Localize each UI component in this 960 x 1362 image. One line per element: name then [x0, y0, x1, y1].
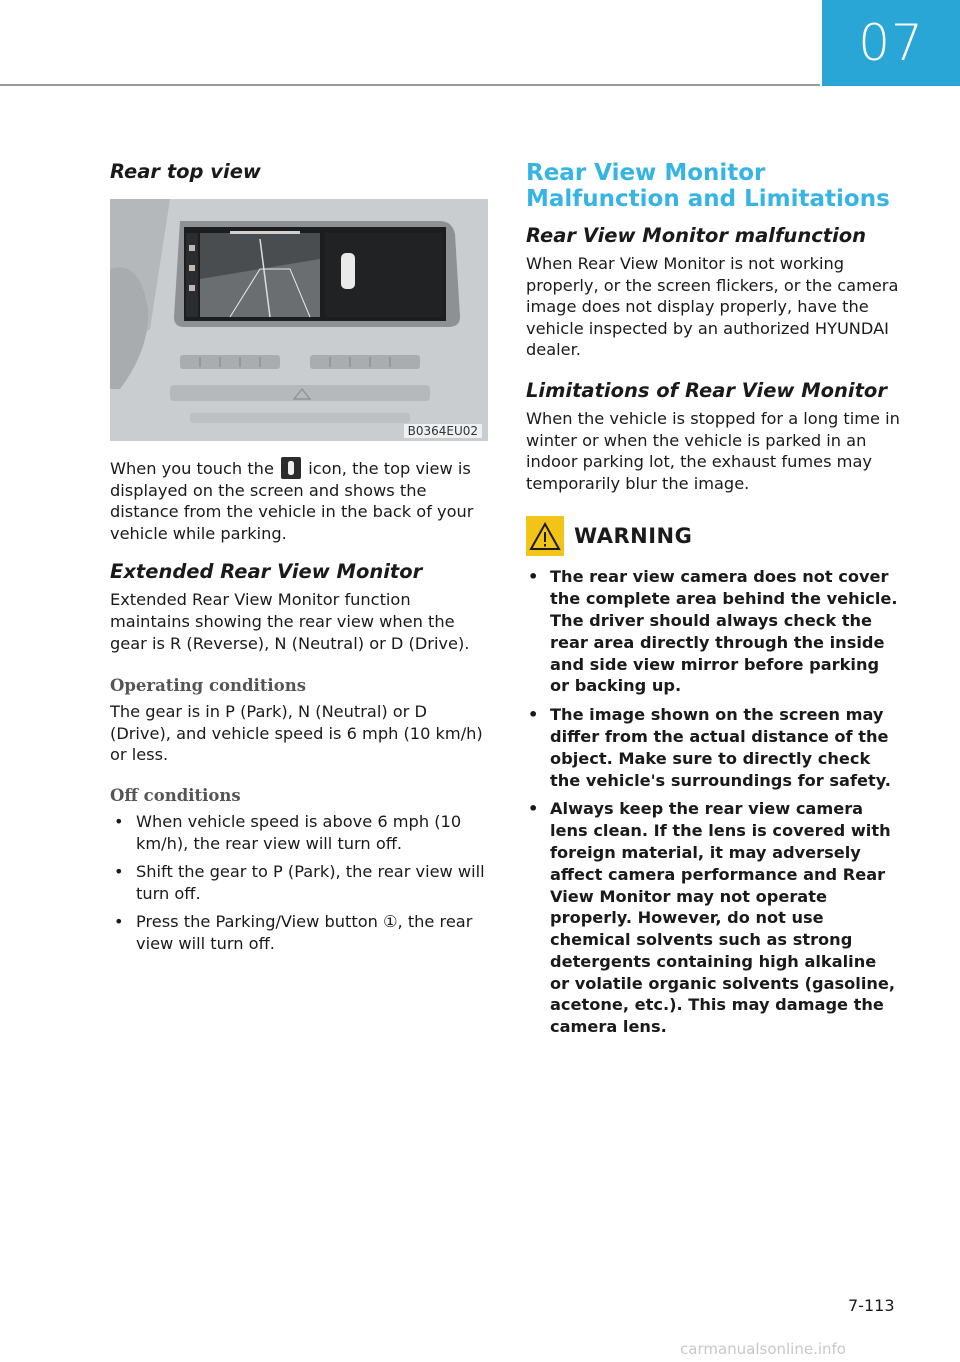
operating-conditions-heading: Operating conditions: [110, 676, 306, 696]
watermark[interactable]: carmanualsonline.info: [680, 1340, 846, 1358]
header-rule: [0, 84, 820, 86]
rear-top-view-heading: Rear top view: [110, 160, 261, 183]
rvm-malfunction-text: When Rear View Monitor is not working properly, or the screen flickers, or the camera image does not display properly, have the vehicle inspected by an authorized HYUNDAI dealer.: [526, 254, 899, 360]
list-item: • Press the Parking/View button ①, the rear view will turn off.: [110, 911, 488, 954]
warning-list: [526, 566, 900, 1038]
rvm-limitations-text: When the vehicle is stopped for a long time in winter or when the vehicle is parked in an indoor parking lot, the exhaust fumes may temporarily blur the image.: [526, 408, 900, 493]
warning-label: WARNING: [574, 524, 693, 549]
extended-rvm-heading: Extended Rear View Monitor: [110, 560, 423, 584]
off-conditions-list: [110, 811, 488, 955]
warning-triangle-icon: [526, 516, 564, 556]
warning-header: [526, 516, 900, 556]
chapter-tab: 07: [822, 0, 960, 86]
dashboard-illustration: [110, 199, 488, 441]
off-conditions-heading: Off conditions: [110, 785, 241, 805]
list-item: • The rear view camera does not cover the complete area behind the vehicle. The driver should always check the rear area directly through the inside and side view mirror before parking or backing up.: [526, 566, 900, 697]
right-column: [526, 160, 900, 1045]
image-code: B0364EU02: [404, 424, 482, 438]
extended-rvm-text: Extended Rear View Monitor function maintains showing the rear view when the gear is R (Reverse), N (Neutral) or D (Drive).: [110, 590, 470, 653]
operating-conditions-text: The gear is in P (Park), N (Neutral) or D (Drive), and vehicle speed is 6 mph (10 km/h) or less.: [110, 702, 483, 765]
list-item: • The image shown on the screen may differ from the actual distance of the object. Make sure to directly check the vehicle's surroundings for safety.: [526, 704, 900, 791]
rvm-limitations-heading: Limitations of Rear View Monitor: [526, 378, 887, 402]
page-number: 7-113: [848, 1296, 895, 1315]
top-view-description: [110, 457, 488, 544]
left-column: [110, 160, 488, 962]
rvm-malfunction-heading: Rear View Monitor malfunction: [526, 224, 867, 247]
malfunction-limitations-heading: Rear View Monitor Malfunction and Limitations: [526, 160, 890, 212]
list-item: • Always keep the rear view camera lens clean. If the lens is covered with foreign material, it may adversely affect camera performance and Rear View Monitor may not operate properly. However, do not use chemical solvents such as strong detergents containing high alkaline or volatile organic solvents (gasoline, acetone, etc.). This may damage the camera lens.: [526, 798, 900, 1038]
top-view-car-icon: [281, 457, 301, 479]
list-item: • When vehicle speed is above 6 mph (10 km/h), the rear view will turn off.: [110, 811, 488, 854]
list-item: • Shift the gear to P (Park), the rear view will turn off.: [110, 861, 488, 904]
top-view-text-before: When you touch the: [110, 459, 274, 478]
rear-top-view-photo: [110, 199, 488, 441]
top-view-text-after: icon, the top view is displayed on the screen and shows the distance from the vehicle in the back of your vehicle while parking.: [110, 459, 474, 543]
